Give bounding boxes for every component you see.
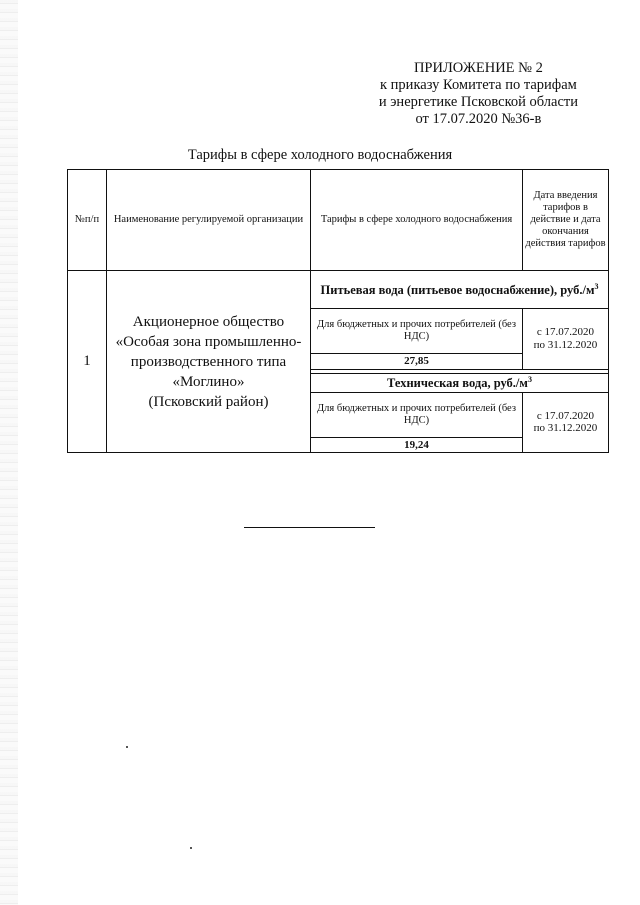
org-line: производственного типа — [130, 353, 287, 370]
drinking-unit-sup: 3 — [594, 281, 599, 291]
technical-date-to: по 31.12.2020 — [533, 422, 598, 435]
org-line: (Псковский район) — [148, 393, 269, 410]
org-line: «Моглино» — [172, 373, 245, 390]
scan-speck — [190, 847, 192, 849]
technical-consumers: Для бюджетных и прочих потребителей (без НДС) — [311, 392, 523, 437]
end-rule — [244, 527, 375, 528]
header-org: Наименование регулируемой организации — [107, 170, 311, 271]
technical-water-title: Техническая вода, руб./м — [387, 376, 528, 391]
drinking-dates — [523, 309, 609, 370]
drinking-consumers: Для бюджетных и прочих потребителей (без НДС) — [311, 309, 523, 354]
tariffs-table — [67, 169, 609, 453]
appendix-date: от 17.07.2020 №36-в — [415, 111, 542, 127]
drinking-water-section — [311, 271, 609, 309]
appendix-committee: и энергетике Псковской области — [378, 94, 578, 110]
technical-water-section — [311, 373, 609, 392]
technical-unit-sup: 3 — [527, 374, 532, 384]
drinking-tariff-value: 27,85 — [311, 354, 523, 370]
table-header-row — [68, 170, 609, 271]
scan-edge-artifact — [0, 0, 18, 905]
table-row — [68, 271, 609, 309]
org-line: «Особая зона промышленно- — [115, 333, 302, 350]
organization-cell — [107, 271, 311, 453]
appendix-number: ПРИЛОЖЕНИЕ № 2 — [413, 60, 543, 76]
drinking-date-from: с 17.07.2020 — [536, 326, 595, 339]
org-line: Акционерное общество — [132, 313, 285, 330]
appendix-order-ref: к приказу Комитета по тарифам — [380, 77, 577, 93]
row-number: 1 — [68, 271, 107, 453]
document-title: Тарифы в сфере холодного водоснабжения — [187, 147, 453, 163]
technical-tariff-value: 19,24 — [311, 437, 523, 453]
drinking-date-to: по 31.12.2020 — [533, 338, 598, 351]
technical-date-from: с 17.07.2020 — [536, 409, 595, 422]
scan-speck — [126, 746, 128, 748]
appendix-header — [379, 60, 578, 128]
header-tariff: Тарифы в сфере холодного водоснабжения — [311, 170, 523, 271]
technical-dates — [523, 392, 609, 453]
header-dates: Дата введения тарифов в действие и дата окончания действия тарифов — [523, 170, 609, 271]
header-num: №п/п — [68, 170, 107, 271]
drinking-water-title: Питьевая вода (питьевое водоснабжение), руб./м — [320, 282, 595, 297]
